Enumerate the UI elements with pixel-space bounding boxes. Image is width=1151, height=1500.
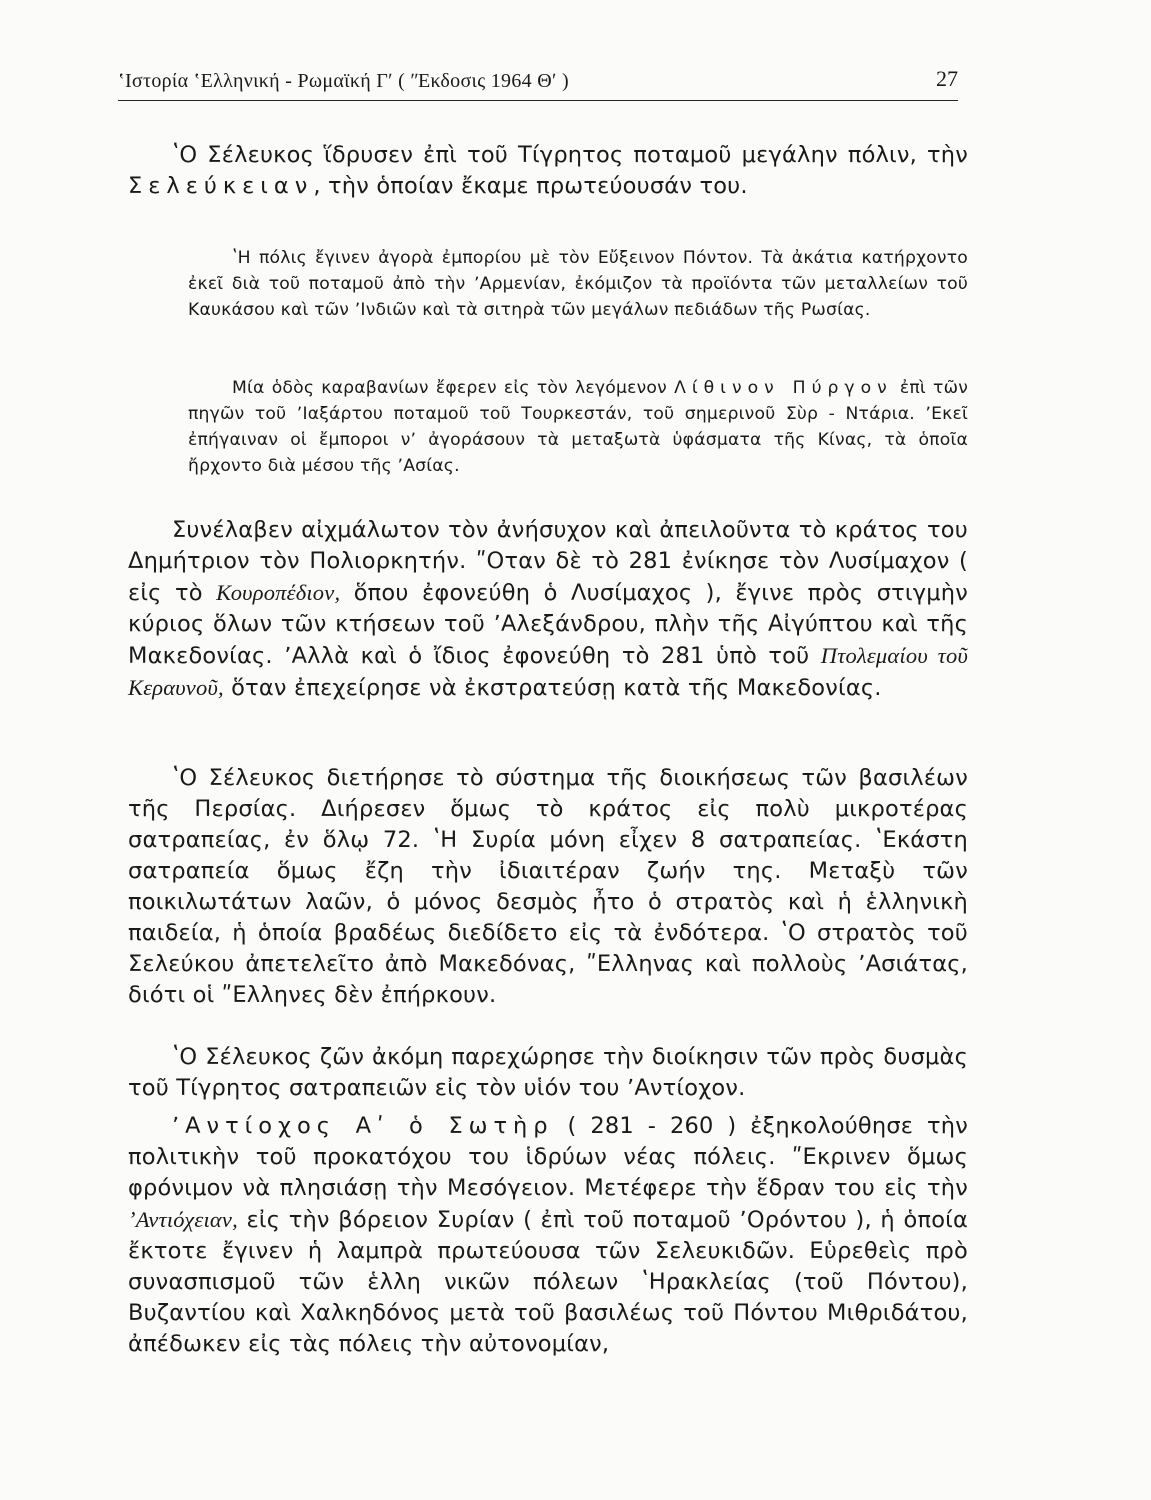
running-header <box>118 60 958 96</box>
spaced-name: Σελεύκειαν <box>128 173 314 199</box>
spaced-name: Λίθινον Πύργον <box>674 378 893 398</box>
spaced-name: ʼΑντίοχος Αʹ ὁ Σωτὴρ <box>172 1113 554 1139</box>
running-title: ʽΙστορία ʽΕλληνική - Ρωμαϊκή Γʹ ( ʺΕκδοσις 1964 Θʹ ) <box>118 70 569 92</box>
text-segment: ( 281 - 260 ) ἐξηκολούθησε τὴν πολιτικὴν τοῦ προκατόχου του ἱδρύων νέας πόλεις. ʺΕκρινεν ὅμως φρόνιμον νὰ πλησιάσῃ τὴν Μεσόγειον. Μετέφερε τὴν ἕδραν του εἰς τὴν <box>128 1113 969 1201</box>
text-segment: ὅταν ἐπεχείρησε νὰ ἐκστρατεύσῃ κατὰ τῆς Μακεδονίας. <box>223 675 882 701</box>
paragraph-stone-tower <box>188 375 968 479</box>
paragraph-antiochus-rule: ʽΟ Σέλευκος ζῶν ἀκόμη παρεχώρησε τὴν διοίκησιν τῶν πρὸς δυσμὰς τοῦ Τίγρητος σατραπειῶν εἰς τὸν υἱόν του ʼΑντίοχον. <box>128 1044 968 1101</box>
italic-term: ʼΑντιόχειαν, <box>128 1207 238 1232</box>
italic-term: Πτολεμαίου τοῦ Κεραυνοῦ, <box>128 643 968 700</box>
text-segment: ἐπὶ τῶν πηγῶν τοῦ ʼΙαξάρτου ποταμοῦ τοῦ Τουρκεστάν, τοῦ σημερινοῦ Σὺρ - Ντάρια. ʼΕκεῖ ἐπήγαιναν οἱ ἔμποροι νʼ ἀγοράσουν τὰ μεταξωτὰ ὑφάσματα τῆς Κίνας, τὰ ὁποῖα ἤρχοντο διὰ μέσου τῆς ʼΑσίας. <box>188 378 968 476</box>
paragraph-trade: ʽΗ πόλις ἔγινεν ἀγορὰ ἐμπορίου μὲ τὸν Εὔξεινον Πόντον. Τὰ ἀκάτια κατήρχοντο ἐκεῖ διὰ τοῦ ποταμοῦ ἀπὸ τὴν ʼΑρμενίαν, ἐκόμιζον τὰ προϊόντα τῶν μεταλλείων τοῦ Καυκάσου καὶ τῶν ʼΙνδιῶν καὶ τὰ σιτηρὰ τῶν μεγάλων πεδιάδων τῆς Ρωσίας. <box>188 248 968 320</box>
paragraph-demetrius <box>128 515 968 704</box>
italic-term: Κουροπέδιον, <box>216 580 341 605</box>
text-segment: Συνέλαβεν αἰχμάλωτον τὸν ἀνήσυχον καὶ ἀπειλοῦντα τὸ κράτος του Δημήτριον τὸν Πολιορκητήν. ʺΟταν δὲ τὸ 281 ἐνίκησε τὸν Λυσίμαχον ( εἰς τὸ <box>128 517 968 606</box>
header-rule <box>118 100 958 101</box>
paragraph-satrapies: ʽΟ Σέλευκος διετήρησε τὸ σύστημα τῆς διοικήσεως τῶν βασιλέων τῆς Περσίας. Διήρεσεν ὅμως τὸ κράτος εἰς πολὺ μικροτέρας σατραπείας, ἐν ὅλῳ 72. ʽΗ Συρία μόνη εἶχεν 8 σατραπείας. ʽΕκάστη σατραπεία ὅμως ἔζη τὴν ἰδιαιτέραν ζωήν της. Μεταξὺ τῶν ποικιλωτάτων λαῶν, ὁ μόνος δεσμὸς ἦτο ὁ στρατὸς καὶ ἡ ἑλληνικὴ παιδεία, ἡ ὁποία βραδέως διεδίδετο εἰς τὰ ἐνδότερα. ʽΟ στρατὸς τοῦ Σελεύκου ἀπετελεῖτο ἀπὸ Μακεδόνας, ʺΕλληνας καὶ πολλοὺς ʼΑσιάτας, διότι οἱ ʺΕλληνες δὲν ἐπήρκουν. <box>128 765 968 1008</box>
text-segment: εἰς τὴν βόρειον Συρίαν ( ἐπὶ τοῦ ποταμοῦ ʼΟρόντου ), ἡ ὁποία ἔκτοτε ἔγινεν ἡ λαμπρὰ πρωτεύουσα τῶν Σελευκιδῶν. Εὑρεθεὶς πρὸ συνασπισμοῦ τῶν ἑλλη νικῶν πόλεων ʽΗρακλείας (τοῦ Πόντου), Βυζαντίου καὶ Χαλκηδόνος μετὰ τοῦ βασιλέως τοῦ Πόντου Μιθριδάτου, ἀπέδωκεν εἰς τὰς πόλεις τὴν αὐτονομίαν, <box>128 1207 968 1357</box>
page-number: 27 <box>936 66 958 91</box>
text-segment: , τὴν ὁποίαν ἔκαμε πρωτεύουσάν του. <box>313 173 748 199</box>
text-segment: ʽΟ Σέλευκος ἵδρυσεν ἐπὶ τοῦ Τίγρητος ποταμοῦ μεγάλην πόλιν, τὴν <box>172 142 968 168</box>
text-segment: Μία ὁδὸς καραβανίων ἔφερεν εἰς τὸν λεγόμενον <box>232 378 675 398</box>
paragraph-antiochus-soter <box>128 1111 968 1360</box>
text-segment: ὅπου ἐφονεύθη ὁ Λυσίμαχος ), ἔγινε πρὸς στιγμὴν κύριος ὅλων τῶν κτήσεων τοῦ ʼΑλεξάνδρου, πλὴν τῆς Αἰγύπτου καὶ τῆς Μακεδονίας. ʼΑλλὰ καὶ ὁ ἴδιος ἐφονεύθη τὸ 281 ὑπὸ τοῦ <box>128 580 968 669</box>
paragraph-seleucia <box>128 140 968 202</box>
